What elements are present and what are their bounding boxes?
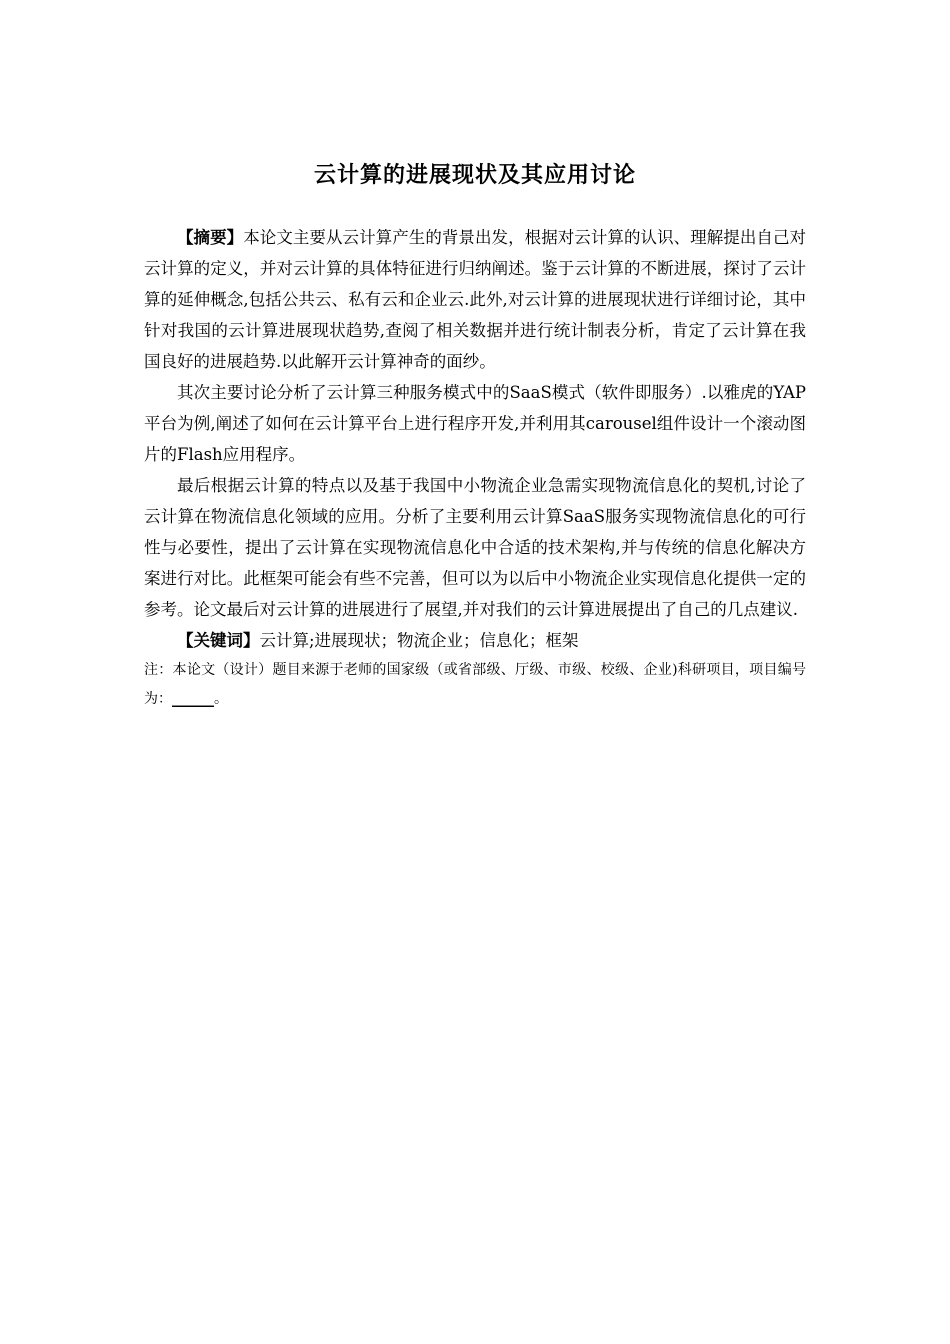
abstract-paragraph-2 [144,377,806,470]
abstract-text-3: 最后根据云计算的特点以及基于我国中小物流企业急需实现物流信息化的契机,讨论了云计算在物流信息化领域的应用。分析了主要利用云计算SaaS服务实现物流信息化的可行性与必要性，提出了云计算在实现物流信息化中合适的技术架构,并与传统的信息化解决方案进行对比。此框架可能会有些不完善，但可以为以后中小物流企业实现信息化提供一定的参考。论文最后对云计算的进展进行了展望,并对我们的云计算进展提出了自己的几点建议. [144,476,806,619]
funding-note [144,656,806,714]
keywords-label: 【关键词】 [177,631,260,650]
abstract-section [144,222,806,714]
note-text: 注：本论文（设计）题目来源于老师的国家级（或省部级、厅级、市级、校级、企业)科研项目，项目编号为： [144,662,806,707]
abstract-label: 【摘要】 [177,228,244,247]
abstract-text-1: 本论文主要从云计算产生的背景出发，根据对云计算的认识、理解提出自己对云计算的定义，并对云计算的具体特征进行归纳阐述。鉴于云计算的不断进展，探讨了云计算的延伸概念,包括公共云、私有云和企业云.此外,对云计算的进展现状进行详细讨论，其中针对我国的云计算进展现状趋势,查阅了相关数据并进行统计制表分析，肯定了云计算在我国良好的进展趋势.以此解开云计算神奇的面纱。 [144,228,807,371]
abstract-paragraph-1 [144,222,806,377]
project-number-blank: ______ [172,691,214,707]
keywords-text: 云计算;进展现状；物流企业；信息化；框架 [259,631,579,650]
note-end: 。 [214,691,228,707]
keywords-line [144,625,806,656]
abstract-text-2: 其次主要讨论分析了云计算三种服务模式中的SaaS模式（软件即服务）.以雅虎的YAP平台为例,阐述了如何在云计算平台上进行程序开发,并利用其carousel组件设计一个滚动图片的Flash应用程序。 [144,383,806,464]
paper-title: 云计算的进展现状及其应用讨论 [313,163,636,188]
abstract-paragraph-3 [144,470,806,625]
